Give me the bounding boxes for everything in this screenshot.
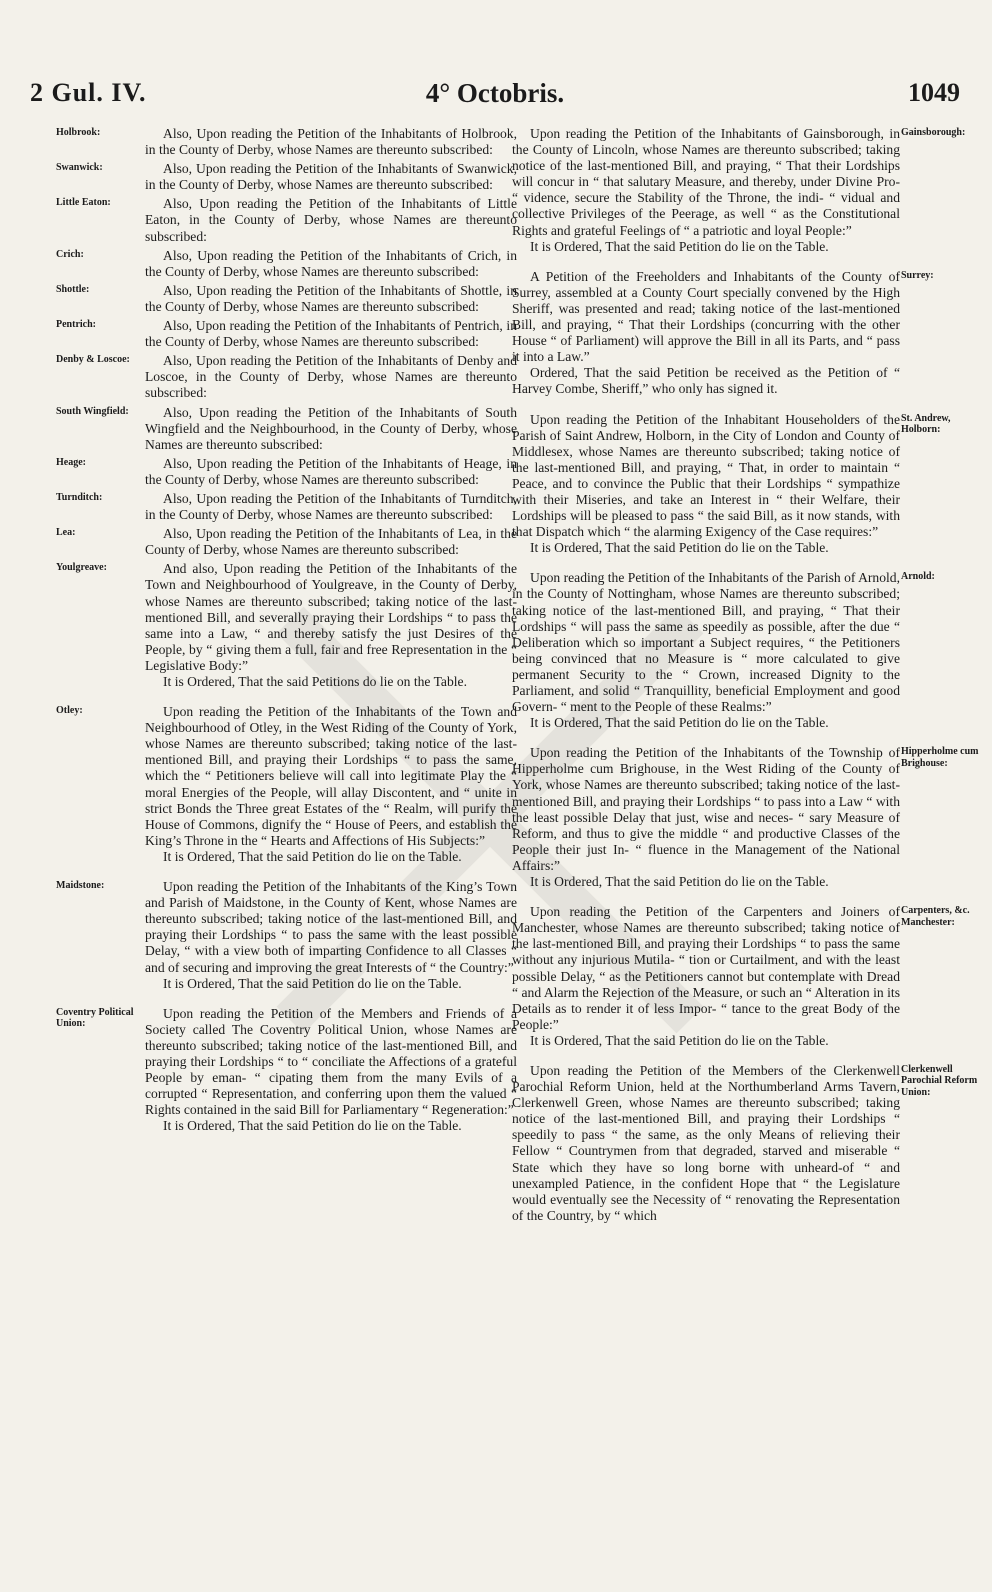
petition-entry bbox=[56, 248, 518, 280]
petition-entry bbox=[56, 318, 518, 350]
petition-text: Also, Upon reading the Petition of the Inhabitants of Swanwick, in the County of Derby, whose Names are thereunto subscribed: bbox=[145, 161, 517, 193]
margin-note: Gainsborough: bbox=[901, 127, 966, 138]
margin-note: Arnold: bbox=[901, 571, 935, 583]
margin-note: Swanwick: bbox=[56, 162, 103, 174]
margin-note: Holbrook: bbox=[56, 127, 101, 138]
order-text: It is Ordered, That the said Petition do lie on the Table. bbox=[163, 1118, 462, 1134]
margin-note: Coventry Political Union: bbox=[56, 1006, 134, 1030]
page-number: 1049 bbox=[908, 78, 960, 107]
margin-note: Shottle: bbox=[56, 283, 90, 295]
petition-text: Upon reading the Petition of the Carpenters and Joiners of Manchester, whose Names are thereunto subscribed; taking notice of the last-mentioned Bill, and praying their Lordships “ to pass the same without any injurious Mutila- “ tion or Curtailment, and with the least possible Delay, “ as the Petitioners cannot but contemplate with Dread “ and Alarm the Rejection of the Measure, or such an “ Alteration in its Details as to render it of less Impor- “ tance to the great Body of the People:” bbox=[512, 904, 900, 1032]
left-column bbox=[56, 126, 518, 1134]
petition-text: Also, Upon reading the Petition of the Inhabitants of Holbrook, in the County of Derby, whose Names are thereunto subscribed: bbox=[145, 126, 517, 158]
margin-note: Clerkenwell Parochial Reform Union: bbox=[901, 1063, 978, 1098]
margin-note: Lea: bbox=[56, 527, 76, 539]
margin-note: Otley: bbox=[56, 705, 83, 717]
petition-entry bbox=[512, 269, 978, 398]
petition-text: Upon reading the Petition of the Inhabitants of the Township of Hipperholme cum Brighouse, in the West Riding of the County of York, whose Names are thereunto subscribed; taking notice of the last-mentioned Bill, and praying their Lordships “ to pass into a Law “ with the least possible Delay that just, wise and neces- “ sary Measure of Reform, and thus to give the middle “ and productive Classes of the People their just In- “ fluence in the Management of the National Affairs:” bbox=[512, 745, 900, 873]
petition-entry bbox=[56, 704, 518, 865]
order-text: It is Ordered, That the said Petition do lie on the Table. bbox=[530, 540, 829, 556]
margin-note: Heage: bbox=[56, 456, 86, 468]
petition-text: Also, Upon reading the Petition of the Inhabitants of Denby and Loscoe, in the County of Derby, whose Names are thereunto subscribed: bbox=[145, 353, 517, 401]
petition-text: Also, Upon reading the Petition of the Inhabitants of Turnditch, in the County of Derby, whose Names are thereunto subscribed: bbox=[145, 490, 517, 523]
petition-text: Upon reading the Petition of the Inhabitants of the King’s Town and Parish of Maidstone, in the County of Kent, whose Names are thereunto subscribed; taking notice of the last-mentioned Bill, and praying their Lordships “ to pass the same with the least possible Delay, “ with a view both of imparting Confidence to all Classes “ and of securing and improving the great Interests of “ the Country:” bbox=[145, 879, 517, 975]
margin-note: Turnditch: bbox=[56, 491, 103, 503]
petition-text: Also, Upon reading the Petition of the Inhabitants of Lea, in the County of Derby, whose Names are thereunto subscribed: bbox=[145, 526, 517, 558]
order-text: It is Ordered, That the said Petition do lie on the Table. bbox=[530, 238, 829, 254]
petition-entry bbox=[56, 405, 518, 453]
petition-entry bbox=[56, 526, 518, 558]
petition-text: Upon reading the Petition of the Inhabitants of Gainsborough, in the County of Lincoln, whose Names are thereunto subscribed; taking notice of the last-mentioned Bill, and praying, “ That their Lordships will concur in “ that salutary Measure, and thereby, under Divine Pro- “ vidence, secure the Stability of the Throne, the indi- “ vidual and collective Privileges of the Peerage, as well “ as the Constitutional Rights and grateful Feelings of “ a patriotic and loyal People:” bbox=[512, 126, 900, 238]
petition-text: Upon reading the Petition of the Inhabitants of the Parish of Arnold, in the County of Nottingham, whose Names are thereunto subscribed; taking notice of the last-mentioned Bill, and praying, “ That their Lordships “ will pass the same as speedily as possible, after the due “ Deliberation which so important a Subject requires, “ the Petitioners being convinced that no Measure is “ more calculated to give permanent Security to the “ Crown, increased Dignity to the Parliament, and solid “ Tranquillity, beneficial Employment and good Govern- “ ment to the People of these Realms:” bbox=[512, 570, 900, 715]
margin-note: Pentrich: bbox=[56, 319, 96, 331]
petition-entry bbox=[56, 1006, 518, 1135]
petition-text: Also, Upon reading the Petition of the Inhabitants of Shottle, in the County of Derby, whose Names are thereunto subscribed: bbox=[145, 282, 517, 314]
petition-text: Upon reading the Petition of the Inhabitant Householders of the Parish of Saint Andrew, Holborn, in the City of London and County of Middlesex, whose Names are thereunto subscribed; taking notice of the last-mentioned Bill, and praying, “ That, in order to maintain “ Peace, and to convince the Public that their Lordships “ sympathize with their Miseries, and take an Interest in “ their Welfare, their Lordships will be pleased to pass “ the said Bill, as it now stands, with that Dispatch which “ the alarming Exigency of the Case requires:” bbox=[512, 411, 900, 540]
order-text: It is Ordered, That the said Petition do lie on the Table. bbox=[530, 1032, 829, 1048]
petition-entry bbox=[512, 126, 978, 255]
regnal-year: 2 Gul. IV. bbox=[30, 78, 147, 107]
petition-entry bbox=[56, 353, 518, 401]
petition-text: Also, Upon reading the Petition of the Inhabitants of Pentrich, in the County of Derby, whose Names are thereunto subscribed: bbox=[145, 318, 517, 350]
margin-note: Crich: bbox=[56, 248, 84, 260]
petition-text: Also, Upon reading the Petition of the Inhabitants of Crich, in the County of Derby, whose Names are thereunto subscribed: bbox=[145, 247, 517, 279]
margin-note: Carpenters, &c. Manchester: bbox=[901, 905, 970, 928]
petition-text: Upon reading the Petition of the Members of the Clerkenwell Parochial Reform Union, held at the Northumberland Arms Tavern, Clerkenwell Green, whose Names are thereunto subscribed; taking notice of the last-mentioned Bill, and praying their Lordships “ speedily to pass “ the same, as the only Means of relieving their Fellow “ Countrymen from that degraded, starved and miserable “ State which they have so long borne with unheard-of “ and unexampled Patience, in the confident Hope that “ the Legislature would eventually see the Necessity of “ renovating the Representation of the Country, by “ which bbox=[512, 1062, 900, 1223]
petition-text: And also, Upon reading the Petition of the Inhabitants of the Town and Neighbourhood of Youlgreave, in the County of Derby, whose Names are thereunto subscribed; taking notice of the last-mentioned Bill, and severally praying their Lordships “ to pass the same into a Law, “ and thereby satisfy the just Desires of the People, by “ giving them a full, fair and free Representation in the “ Legislative Body:” bbox=[145, 561, 517, 673]
petition-entry bbox=[56, 283, 518, 315]
petition-entry bbox=[56, 879, 518, 992]
petition-entry bbox=[56, 561, 518, 690]
margin-note: South Wingfield: bbox=[56, 405, 129, 417]
petition-entry bbox=[56, 456, 518, 488]
petition-entry bbox=[512, 570, 978, 731]
petition-entry bbox=[56, 491, 518, 523]
margin-note: Youlgreave: bbox=[56, 562, 107, 574]
order-text: It is Ordered, That the said Petition do lie on the Table. bbox=[163, 848, 462, 864]
petition-text: Also, Upon reading the Petition of the Inhabitants of South Wingfield and the Neighbourhood, in the County of Derby, whose Names are thereunto subscribed: bbox=[145, 404, 517, 452]
order-text: Ordered, That the said Petition be received as the Petition of “ Harvey Combe, Sheriff,” who only has signed it. bbox=[512, 365, 900, 397]
order-text: It is Ordered, That the said Petition do lie on the Table. bbox=[530, 715, 829, 731]
petition-text: Upon reading the Petition of the Members and Friends of a Society called The Coventry Political Union, whose Names are thereunto subscribed; taking notice of the last-mentioned Bill, and praying their Lordships “ to “ conciliate the Affections of a grateful People by eman- “ cipating them from the many Evils of a corrupted “ Representation, and conferring upon them the valued “ Rights contained in the said Bill for Parliamentary “ Regeneration:” bbox=[145, 1005, 517, 1118]
order-text: It is Ordered, That the said Petition do lie on the Table. bbox=[163, 975, 462, 991]
petition-text: Also, Upon reading the Petition of the Inhabitants of Heage, in the County of Derby, whose Names are thereunto subscribed: bbox=[145, 455, 517, 487]
petition-entry bbox=[56, 126, 518, 158]
margin-note: Denby & Loscoe: bbox=[56, 354, 130, 366]
petition-entry bbox=[512, 745, 978, 890]
margin-note: Maidstone: bbox=[56, 880, 105, 892]
order-text: It is Ordered, That the said Petitions do lie on the Table. bbox=[163, 674, 467, 689]
petition-entry bbox=[512, 904, 978, 1049]
petition-entry bbox=[512, 1063, 978, 1224]
petition-entry bbox=[56, 196, 518, 244]
petition-text: A Petition of the Freeholders and Inhabitants of the County of Surrey, assembled at a County Court specially convened by the High Sheriff, was presented and read; taking notice of the last-mentioned Bill, and praying, “ That their Lordships (concurring with the other House “ of Parliament) will approve the Bill in all its Parts, and “ pass it into a Law.” bbox=[512, 268, 900, 365]
petition-entry bbox=[56, 161, 518, 193]
page-header bbox=[30, 78, 960, 118]
margin-note: Little Eaton: bbox=[56, 197, 111, 209]
right-column bbox=[512, 126, 978, 1224]
petition-text: Also, Upon reading the Petition of the Inhabitants of Little Eaton, in the County of Derby, whose Names are thereunto subscribed: bbox=[145, 196, 517, 244]
order-text: It is Ordered, That the said Petition do lie on the Table. bbox=[530, 874, 829, 890]
petition-text: Upon reading the Petition of the Inhabitants of the Town and Neighbourhood of Otley, in the West Riding of the County of York, whose Names are thereunto subscribed; taking notice of the last-mentioned Bill, and praying their Lordships “ to pass the same, which the “ Petitioners believe will call into legitimate Play the “ moral Energies of the People, will allay Discontent, and “ unite in strict Bonds the Three great Estates of the “ Realm, will purify the House of Commons, dignify the “ House of Peers, and establish the King’s Throne in the “ Hearts and Affections of His Subjects:” bbox=[145, 704, 517, 848]
margin-note: Hipperholme cum Brighouse: bbox=[901, 746, 979, 769]
session-date: 4° Octobris. bbox=[425, 78, 565, 108]
margin-note: St. Andrew, Holborn: bbox=[901, 412, 951, 435]
margin-note: Surrey: bbox=[901, 269, 934, 281]
petition-entry bbox=[512, 412, 978, 557]
